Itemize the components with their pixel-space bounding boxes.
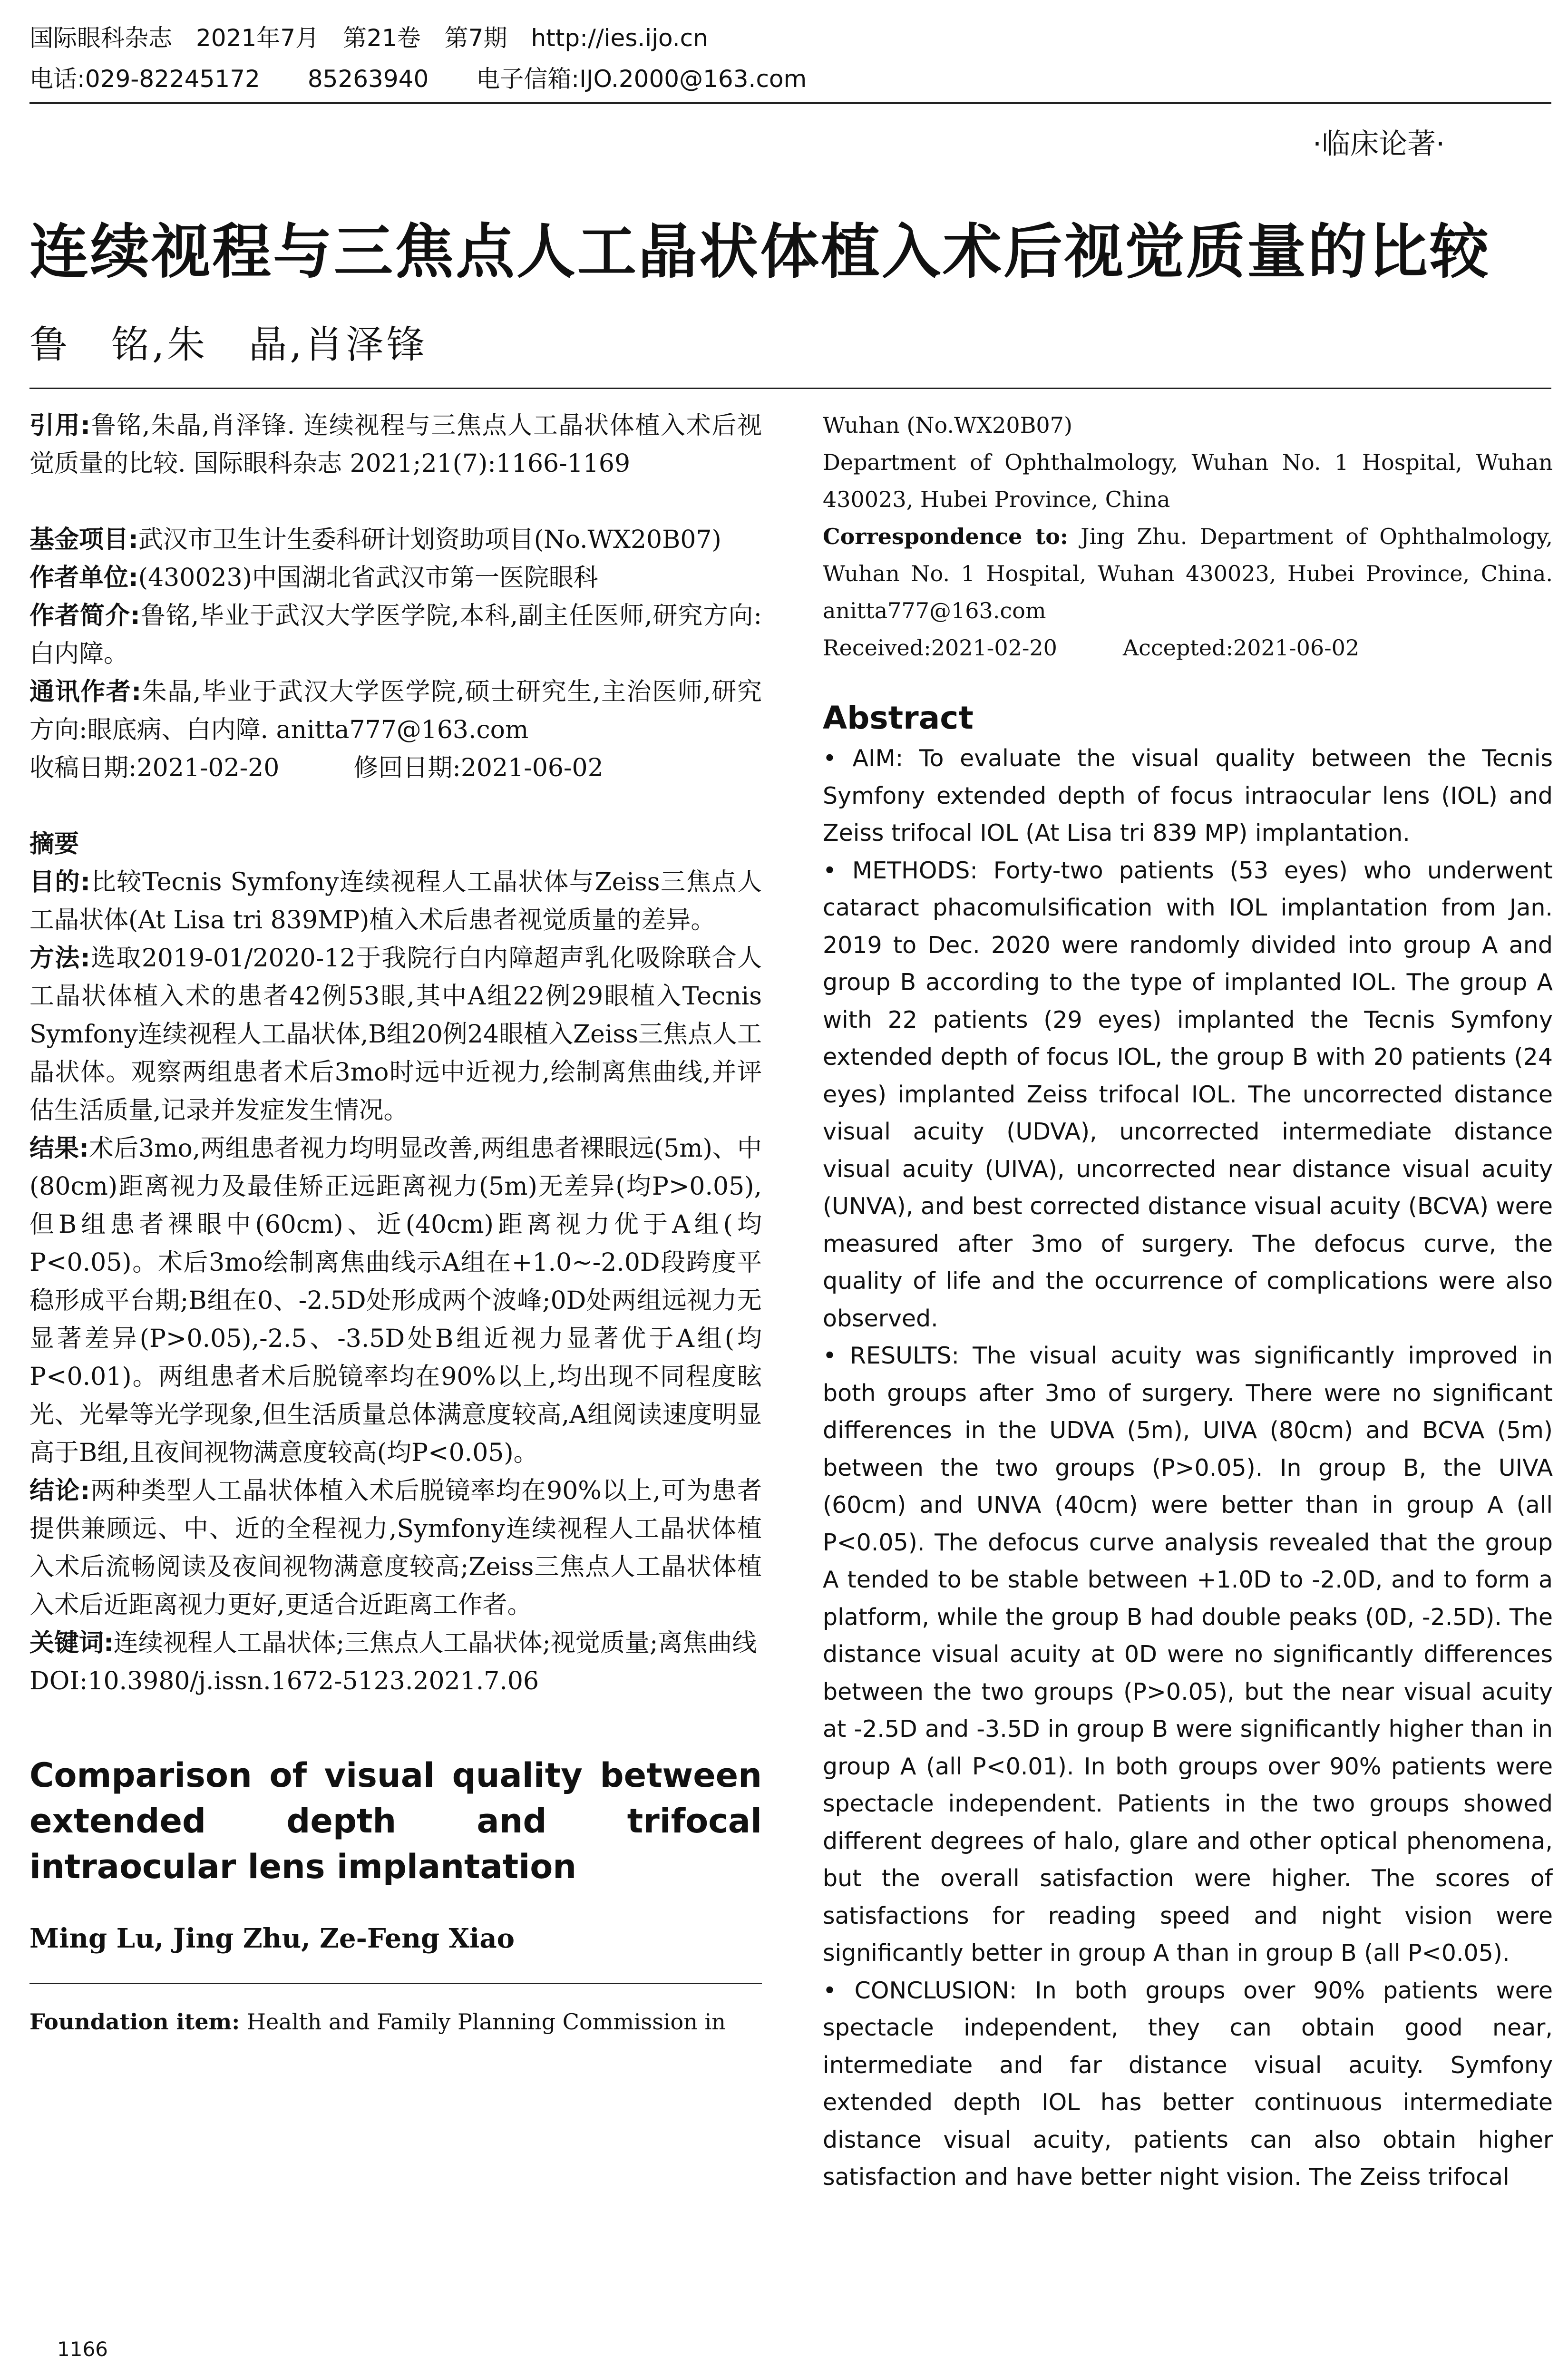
left-column (29, 407, 762, 2040)
section-label: ·临床论著· (1313, 127, 1445, 161)
correspondence-text: Jing Zhu. Department of Ophthalmology, Wuhan No. 1 Hospital, Wuhan 430023, Hubei Province, China. anitta777@163.com (823, 524, 1553, 623)
citation (29, 407, 762, 483)
running-header-line1: 国际眼科杂志 2021年7月 第21卷 第7期 http://ies.ijo.cn (29, 24, 708, 52)
results-cn (29, 1130, 762, 1472)
doi: DOI:10.3980/j.issn.1672-5123.2021.7.06 (29, 1667, 539, 1695)
corr-text: 朱晶,毕业于武汉大学医学院,硕士研究生,主治医师,研究方向:眼底病、白内障. anitta777@163.com (29, 678, 762, 744)
page-number: 1166 (57, 2338, 108, 2361)
fund-key: 基金项目: (29, 526, 138, 554)
header-rule (29, 102, 1551, 104)
english-title: Comparison of visual quality between extended depth and trifocal intraocular lens implantation (29, 1756, 762, 1886)
fund-item (29, 521, 762, 559)
conclusion-cn (29, 1472, 762, 1624)
methods-cn (29, 939, 762, 1130)
methods-key: 方法: (29, 944, 90, 973)
aim-cn (29, 863, 762, 939)
affiliation-text: (430023)中国湖北省武汉市第一医院眼科 (138, 564, 598, 592)
foundation-text: Health and Family Planning Commission in (240, 2009, 726, 2035)
citation-key: 引用: (29, 411, 91, 440)
article-title: 连续视程与三焦点人工晶状体植入术后视觉质量的比较 (29, 218, 1491, 286)
aim-key: 目的: (29, 868, 91, 896)
english-authors-rule (29, 1954, 762, 1984)
foundation-continued: Wuhan (No.WX20B07) (823, 412, 1072, 438)
department: Department of Ophthalmology, Wuhan No. 1 Hospital, Wuhan 430023, Hubei Province, China (823, 449, 1553, 512)
running-header-line2: 电话:029-82245172 85263940 电子信箱:IJO.2000@163.com (29, 65, 807, 93)
affiliation-key: 作者单位: (29, 564, 138, 592)
bio-key: 作者简介: (29, 602, 140, 630)
keywords-key: 关键词: (29, 1629, 114, 1657)
results-en: • RESULTS: The visual acuity was significantly improved in both groups after 3mo of surgery. There were no significant differences in the UDVA (5m), UIVA (80cm) and BCVA (5m) between the two groups (P>0.05). In group B, the UIVA (60cm) and UNVA (40cm) were better than in group A (all P<0.05). The defocus curve analysis revealed that the group A tended to be stable between +1.0D to -2.0D, and to form a platform, while the group B had double peaks (0D, -2.5D). The distance visual acuity at 0D were no significantly differences between the two groups (P>0.05), but the near visual acuity at -2.5D and -3.5D in group B were significantly higher than in group A (all P<0.01). In both groups over 90% patients were spectacle independent. Patients in the two groups showed different degrees of halo, glare and other optical phenomena, but the overall satisfaction were higher. The scores of satisfactions for reading speed and night vision were significantly better in group A than in group B (all P<0.05). (823, 1342, 1553, 1967)
affiliation (29, 559, 762, 597)
results-key: 结果: (29, 1134, 89, 1163)
abstract-heading-cn: 摘要 (29, 830, 79, 858)
conclusion-key: 结论: (29, 1477, 90, 1505)
received-accepted: Received:2021-02-20 Accepted:2021-06-02 (823, 635, 1360, 661)
results-text: 术后3mo,两组患者视力均明显改善,两组患者裸眼远(5m)、中(80cm)距离视力及最佳矫正远距离视力(5m)无差异(均P>0.05),但B组患者裸眼中(60cm)、近(40cm)距离视力优于A组(均P<0.05)。术后3mo绘制离焦曲线示A组在+1.0~-2.0D段跨度平稳形成平台期;B组在0、-2.5D处形成两个波峰;0D处两组远视力无显著差异(P>0.05),-2.5、-3.5D处B组近视力显著优于A组(均P<0.01)。两组患者术后脱镜率均在90%以上,均出现不同程度眩光、光晕等光学现象,但生活质量总体满意度较高,A组阅读速度明显高于B组,且夜间视物满意度较高(均P<0.05)。 (29, 1134, 762, 1467)
methods-en: • METHODS: Forty-two patients (53 eyes) who underwent cataract phacomulsification with IOL implantation from Jan. 2019 to Dec. 2020 were randomly divided into group A and group B according to the type of implanted IOL. The group A with 22 patients (29 eyes) implanted the Tecnis Symfony extended depth of focus IOL, the group B with 20 patients (24 eyes) implanted Zeiss trifocal IOL. The uncorrected distance visual acuity (UDVA), uncorrected intermediate distance visual acuity (UIVA), uncorrected near distance visual acuity (UNVA), and best corrected distance visual acuity (BCVA) were measured after 3mo of surgery. The defocus curve, the quality of life and the occurrence of complications were also observed. (823, 857, 1553, 1332)
author-bio (29, 597, 762, 673)
correspondence (823, 518, 1553, 629)
english-authors: Ming Lu, Jing Zhu, Ze-Feng Xiao (29, 1923, 515, 1954)
foundation-item (29, 2003, 762, 2040)
bio-text: 鲁铭,毕业于武汉大学医学院,本科,副主任医师,研究方向:白内障。 (29, 602, 762, 668)
article-authors: 鲁 铭,朱 晶,肖泽锋 (29, 322, 428, 367)
aim-en: • AIM: To evaluate the visual quality between the Tecnis Symfony extended depth of focus intraocular lens (IOL) and Zeiss trifocal IOL (At Lisa tri 839 MP) implantation. (823, 745, 1553, 847)
keywords-text: 连续视程人工晶状体;三焦点人工晶状体;视觉质量;离焦曲线 (113, 1629, 757, 1657)
keywords-cn (29, 1624, 762, 1662)
citation-text: 鲁铭,朱晶,肖泽锋. 连续视程与三焦点人工晶状体植入术后视觉质量的比较. 国际眼科杂志 2021;21(7):1166-1169 (29, 411, 762, 478)
corresponding-author (29, 673, 762, 749)
right-column (823, 407, 1553, 2196)
title-rule (29, 388, 1551, 389)
aim-text: 比较Tecnis Symfony连续视程人工晶状体与Zeiss三焦点人工晶状体(At Lisa tri 839MP)植入术后患者视觉质量的差异。 (29, 868, 762, 935)
correspondence-key: Correspondence to: (823, 524, 1068, 549)
conclusion-en: • CONCLUSION: In both groups over 90% patients were spectacle independent, they can obtain good near, intermediate and far distance visual acuity. Symfony extended depth IOL has better continuous intermediate distance visual acuity, patients can also obtain higher satisfaction and have better night vision. The Zeiss trifocal (823, 1977, 1553, 2191)
foundation-key: Foundation item: (29, 2009, 240, 2035)
methods-text: 选取2019-01/2020-12于我院行白内障超声乳化吸除联合人工晶状体植入术的患者42例53眼,其中A组22例29眼植入Tecnis Symfony连续视程人工晶状体,B组20例24眼植入Zeiss三焦点人工晶状体。观察两组患者术后3mo时远中近视力,绘制离焦曲线,并评估生活质量,记录并发症发生情况。 (29, 944, 762, 1125)
conclusion-text: 两种类型人工晶状体植入术后脱镜率均在90%以上,可为患者提供兼顾远、中、近的全程视力,Symfony连续视程人工晶状体植入术后流畅阅读及夜间视物满意度较高;Zeiss三焦点人工晶状体植入术后近距离视力更好,更适合近距离工作者。 (29, 1477, 762, 1619)
received-dates: 收稿日期:2021-02-20 修回日期:2021-06-02 (29, 754, 604, 782)
abstract-heading-en: Abstract (823, 700, 974, 736)
corr-key: 通讯作者: (29, 678, 142, 706)
fund-text: 武汉市卫生计生委科研计划资助项目(No.WX20B07) (138, 526, 721, 554)
